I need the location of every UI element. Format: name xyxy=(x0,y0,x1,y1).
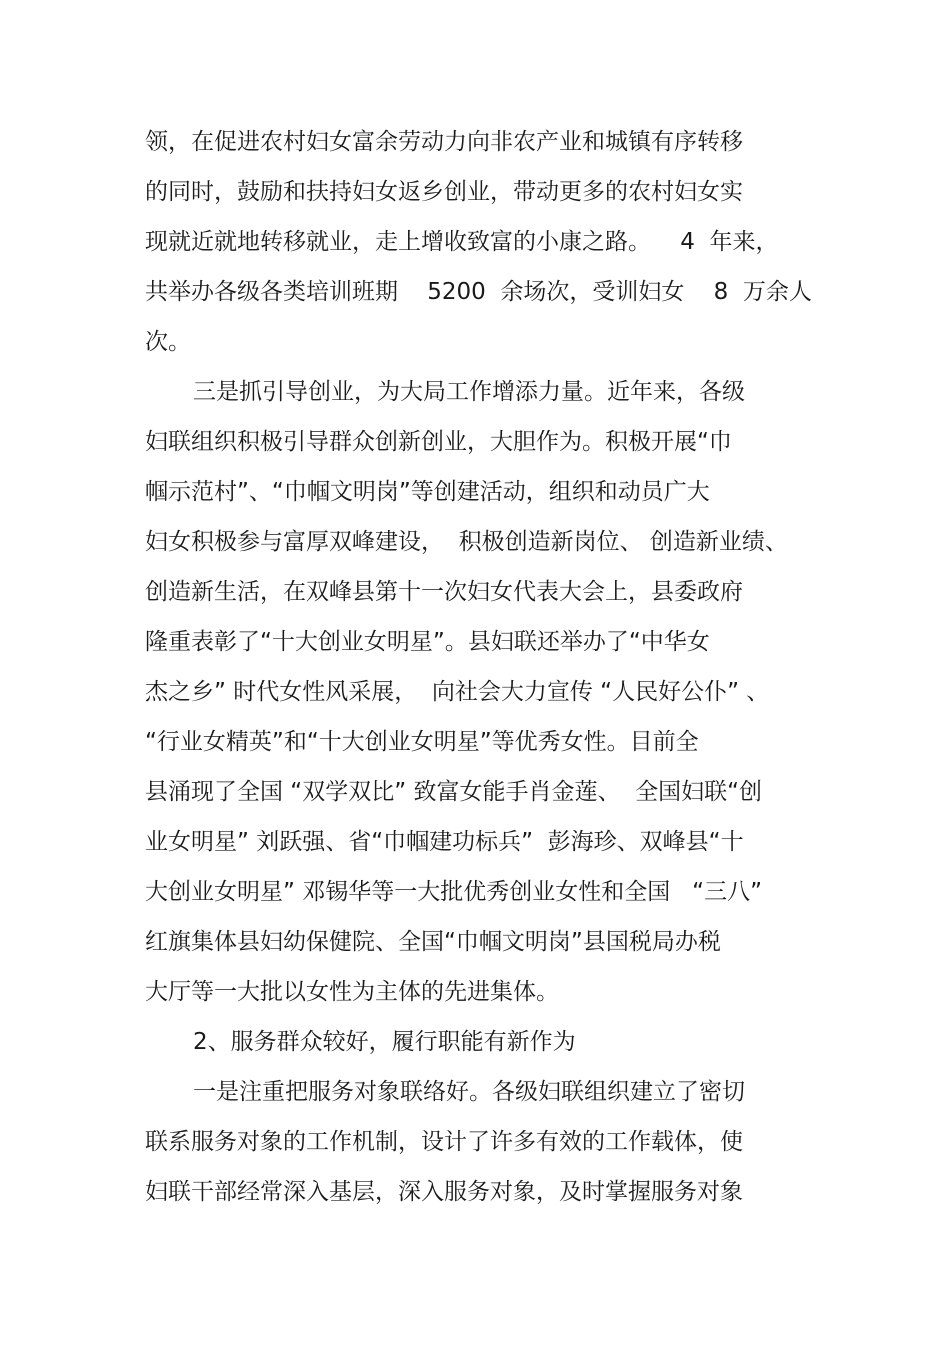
text-line: 现就近就地转移就业，走上增收致富的小康之路。 4 年来， xyxy=(145,229,779,255)
text-line: 领，在促进农村妇女富余劳动力向非农产业和城镇有序转移 xyxy=(145,129,743,155)
paragraph-start-line: 一是注重把服务对象联络好。各级妇联组织建立了密切 xyxy=(193,1079,745,1105)
text-line: 共举办各级各类培训班期 5200 余场次，受训妇女 8 万余人 xyxy=(145,279,812,305)
text-line: 创造新生活，在双峰县第十一次妇女代表大会上，县委政府 xyxy=(145,579,743,605)
text-line: “行业女精英”和“十大创业女明星”等优秀女性。目前全 xyxy=(145,729,699,755)
text-line: 妇女积极参与富厚双峰建设， 积极创造新岗位、 创造新业绩、 xyxy=(145,529,788,555)
text-line: 红旗集体县妇幼保健院、全国“巾帼文明岗”县国税局办税 xyxy=(145,929,721,955)
text-line: 联系服务对象的工作机制，设计了许多有效的工作载体，使 xyxy=(145,1129,743,1155)
text-line: 帼示范村”、“巾帼文明岗”等创建活动，组织和动员广大 xyxy=(145,479,710,505)
text-line: 大创业女明星” 邓锡华等一大批优秀创业女性和全国 “三八” xyxy=(145,879,762,905)
text-line: 杰之乡” 时代女性风采展， 向社会大力宣传 “人民好公仆” 、 xyxy=(145,679,770,705)
text-line: 妇联组织积极引导群众创新创业，大胆作为。积极开展“巾 xyxy=(145,429,732,455)
text-line: 的同时，鼓励和扶持妇女返乡创业，带动更多的农村妇女实 xyxy=(145,179,743,205)
text-line: 妇联干部经常深入基层，深入服务对象，及时掌握服务对象 xyxy=(145,1179,743,1205)
paragraph-start-line: 三是抓引导创业，为大局工作增添力量。近年来，各级 xyxy=(193,379,745,405)
text-line: 业女明星” 刘跃强、省“巾帼建功标兵” 彭海珍、双峰县“十 xyxy=(145,829,744,855)
section-heading: 2、服务群众较好，履行职能有新作为 xyxy=(193,1029,576,1055)
text-line: 大厅等一大批以女性为主体的先进集体。 xyxy=(145,979,559,1005)
text-line: 次。 xyxy=(145,329,191,355)
text-line: 隆重表彰了“十大创业女明星”。县妇联还举办了“中华女 xyxy=(145,629,710,655)
text-line: 县涌现了全国 “双学双比” 致富女能手肖金莲、 全国妇联“创 xyxy=(145,779,762,805)
